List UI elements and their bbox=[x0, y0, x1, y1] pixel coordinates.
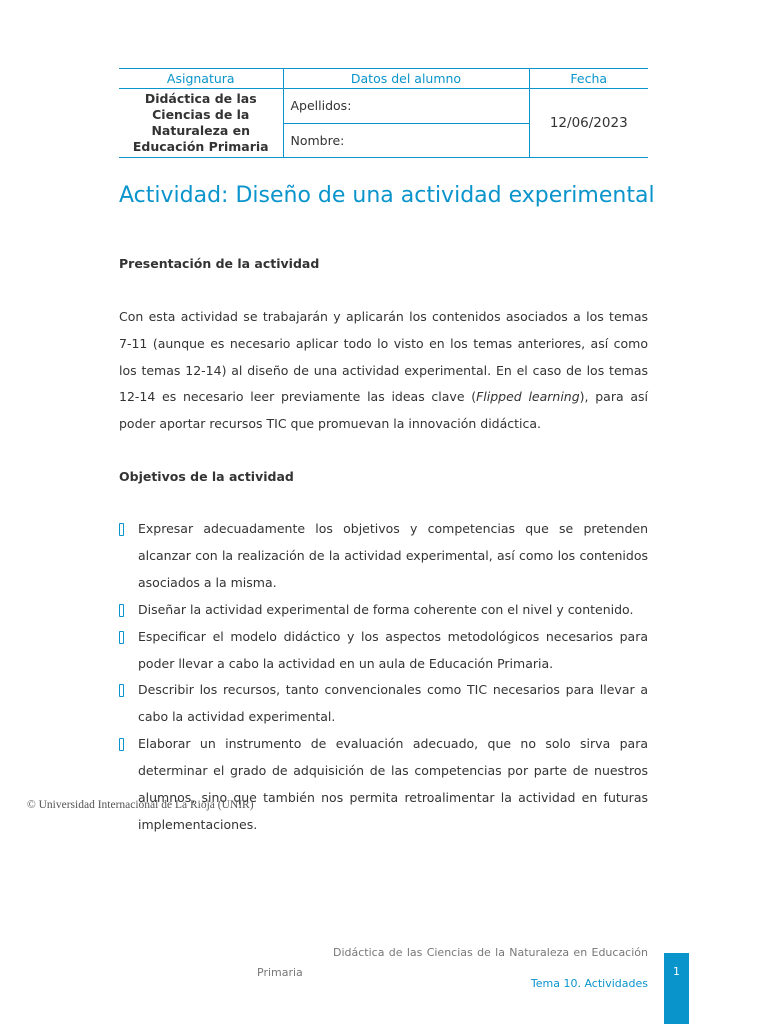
bullet-icon bbox=[119, 684, 124, 697]
footer-topic: Tema 10. Actividades bbox=[530, 977, 648, 990]
list-item bbox=[119, 624, 648, 678]
surname-label: Apellidos: bbox=[290, 98, 352, 114]
objective-text: Describir los recursos, tanto convencionales como TIC necesarios para llevar a cabo la actividad experimental. bbox=[138, 682, 648, 725]
footer-subject-line2: Primaria bbox=[257, 966, 303, 979]
footer-subject-line1: Didáctica de las Ciencias de la Naturaleza en Educación bbox=[333, 946, 648, 959]
objective-text: Diseñar la actividad experimental de forma coherente con el nivel y contenido. bbox=[138, 601, 634, 617]
objectives-list bbox=[119, 516, 648, 839]
bullet-icon bbox=[119, 604, 124, 617]
objectives-heading: Objetivos de la actividad bbox=[119, 469, 294, 484]
list-item bbox=[119, 516, 648, 597]
list-item bbox=[119, 597, 648, 624]
objective-text: Expresar adecuadamente los objetivos y competencias que se pretenden alcanzar con la realización de la actividad experimental, así como los contenidos asociados a la misma. bbox=[138, 521, 648, 590]
page-number: 1 bbox=[673, 966, 680, 978]
presentation-text-2: ), para así poder aportar recursos TIC que promuevan la innovación didáctica. bbox=[119, 389, 648, 431]
presentation-paragraph bbox=[119, 304, 648, 438]
header-col-date: Fecha bbox=[529, 69, 648, 89]
name-label: Nombre: bbox=[290, 132, 345, 148]
header-col-subject: Asignatura bbox=[119, 69, 283, 89]
list-item bbox=[119, 677, 648, 731]
list-item bbox=[119, 731, 648, 839]
presentation-heading: Presentación de la actividad bbox=[119, 256, 320, 271]
name-field[interactable] bbox=[283, 123, 529, 158]
bullet-icon bbox=[119, 738, 124, 751]
objective-text: Especificar el modelo didáctico y los aspectos metodológicos necesarios para poder llevar a cabo la actividad en un aula de Educación Primaria. bbox=[138, 628, 648, 671]
subject-name: Didáctica de las Ciencias de la Naturaleza en Educación Primaria bbox=[119, 89, 283, 158]
header-col-student: Datos del alumno bbox=[283, 69, 529, 89]
objective-text: Elaborar un instrumento de evaluación adecuado, que no solo sirva para determinar el grado de adquisición de las competencias por parte de nuestros alumnos, sino que también nos permita retroalimentar la actividad en futuras implementaciones. bbox=[138, 736, 648, 832]
copyright-watermark: © Universidad Internacional de La Rioja (UNIR) bbox=[27, 799, 254, 811]
header-table bbox=[119, 68, 648, 158]
surname-field[interactable] bbox=[283, 89, 529, 124]
activity-title: Actividad: Diseño de una actividad experimental bbox=[119, 183, 655, 208]
page-number-tab bbox=[664, 953, 689, 1024]
date-value: 12/06/2023 bbox=[529, 89, 648, 158]
bullet-icon bbox=[119, 523, 124, 536]
presentation-text-italic: Flipped learning bbox=[476, 389, 580, 405]
bullet-icon bbox=[119, 631, 124, 644]
presentation-text-1: Con esta actividad se trabajarán y aplicarán los contenidos asociados a los temas 7-11 (aunque es necesario aplicar todo lo visto en los temas anteriores, así como los temas 12-14) al diseño de una actividad experimental. En el caso de los temas 12-14 es necesario leer previamente las ideas clave ( bbox=[119, 309, 648, 405]
